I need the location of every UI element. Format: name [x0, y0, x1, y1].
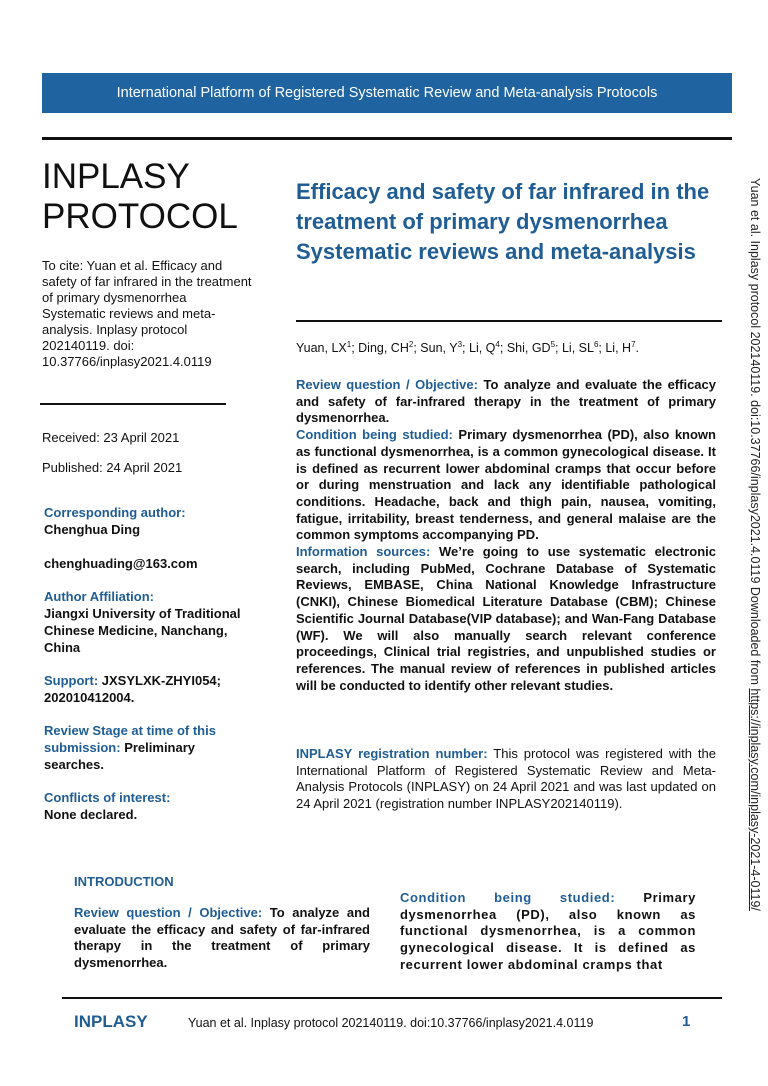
review-text: To analyze and evaluate the efficacy and safety of far-infrared therapy in the treatment of primary dysmenorrhea. [296, 377, 716, 426]
intro-review-question [74, 905, 370, 972]
registration [296, 746, 716, 813]
brand-line-2: PROTOCOL [42, 197, 238, 236]
stage-text: Preliminary searches. [44, 740, 196, 772]
author-email[interactable]: chenghuading@163.com [44, 556, 198, 571]
author-affiliation-number: 5 [550, 340, 556, 349]
information-sources [296, 544, 716, 694]
author: Li, $SL^6$ [561, 340, 599, 356]
stage-label: Review Stage at time of this submission: [44, 723, 216, 755]
page-number: 1 [682, 1013, 691, 1030]
author: Sun, $Y^3$ [420, 340, 463, 356]
introduction-heading: INTRODUCTION [74, 874, 174, 889]
conflicts [44, 789, 244, 823]
footer-brand: INPLASY [74, 1012, 148, 1031]
divider [62, 997, 722, 999]
condition-label: Condition being studied: [296, 427, 453, 443]
article-title: Efficacy and safety of far infrared in the treatment of primary dysmenorrhea Systematic reviews and meta-analysis [296, 179, 710, 264]
intro-review-text: To analyze and evaluate the efficacy and safety of far-infrared therapy in the treatment of primary dysmenorrhea. [74, 905, 370, 971]
affiliation-text: Jiangxi University of Traditional Chinese Medicine, Nanchang, China [44, 606, 241, 655]
margin-download-note [748, 178, 762, 998]
citation: To cite: Yuan et al. Efficacy and safety of far infrared in the treatment of primary dysmenorrhea Systematic reviews and meta-analysis. Inplasy protocol 202140119. doi: 10.37766/inplasy2021.4.0119 [42, 258, 252, 369]
review-stage [44, 722, 244, 773]
author-affiliation [44, 588, 244, 656]
divider [40, 403, 226, 405]
author: Ding, $CH^2$ [358, 340, 414, 356]
brand-heading [42, 157, 238, 237]
review-question [296, 377, 716, 427]
margin-note-text: Yuan et al. Inplasy protocol 202140119. doi:10.37766/inplasy2021.4.0119 Downloaded from [748, 178, 762, 689]
received-date: Received: 23 April 2021 [42, 430, 180, 445]
divider [42, 137, 732, 140]
author-affiliation-number: 4 [495, 340, 500, 349]
author-affiliation-number: 2 [408, 340, 414, 349]
header-banner: International Platform of Registered Systematic Review and Meta-analysis Protocols [42, 73, 732, 113]
support-label: Support: [44, 673, 99, 688]
published-date: Published: 24 April 2021 [42, 460, 183, 475]
corresponding-label: Corresponding author: [44, 505, 186, 520]
condition-text: Primary dysmenorrhea (PD), also known as functional dysmenorrhea, is a common gynecological disease. It is defined as recurrent lower abdominal cramps that occur before or during menstruation and lack any identifiable pathological conditions. Headache, back and thigh pain, nausea, vomiting, fatigue, irritability, breast tenderness, and general malaise are the common symptoms accompanying PD. [296, 427, 716, 543]
corresponding-name: Chenghua Ding [44, 522, 141, 537]
author-affiliation-number: 6 [593, 340, 599, 349]
registration-text: This protocol was registered with the International Platform of Registered Systematic Review and Meta-Analysis Protocols (INPLASY) on 24 April 2021 and was last updated on 24 April 2021 (registration number INPLASY202140119). [296, 746, 717, 812]
divider [296, 320, 722, 322]
review-label: Review question / Objective: [296, 377, 478, 392]
author: Li, $Q^4$ [469, 340, 500, 356]
conflicts-label: Conflicts of interest: [44, 790, 171, 805]
support [44, 672, 244, 706]
brand-line-1: INPLASY [42, 157, 190, 196]
intro-condition-text: Primary dysmenorrhea (PD), also known as functional dysmenorrhea, is a common gynecological disease. It is defined as recurrent lower abdominal cramps that [400, 890, 696, 972]
author-affiliation-number: 3 [457, 340, 463, 349]
author-list: Yuan, $LX^1$; Ding, $CH^2$; Sun, $Y^3$; Li, $Q^4$; Shi, $GD^5$; Li, $SL^6$; Li, $H^7$. [296, 340, 639, 356]
author-affiliation-number: 1 [346, 340, 352, 349]
author: Li, $H^7$ [605, 340, 636, 356]
support-text: JXSYLXK-ZHYI054; 202010412004. [44, 673, 221, 705]
intro-condition-label: Condition being studied: [400, 890, 616, 905]
info-label: Information sources: [296, 544, 431, 560]
intro-condition [400, 890, 696, 974]
condition [296, 427, 716, 544]
author: Shi, $GD^5$ [506, 340, 556, 356]
download-link[interactable]: https://inplasy.com/inplasy-2021-4-0119/ [748, 688, 762, 911]
footer-citation: Yuan et al. Inplasy protocol 202140119. doi:10.37766/inplasy2021.4.0119 [188, 1016, 594, 1030]
author-affiliation-number: 7 [631, 340, 636, 349]
intro-review-label: Review question / Objective: [74, 905, 263, 920]
info-text: We’re going to use systematic electronic search, including PubMed, Cochrane Database of Systematic Reviews, EMBASE, China National Knowledge Infrastructure (CNKI), Chinese Biomedical Literature Database (CBM); Chinese Scientific Journal Database(VIP database); and Wan-Fang Database (WF). We will also manually search relevant conference proceedings, Clinical trial registries, and unpublished studies or references. The manual review of references in published articles will be conducted to identify other relevant studies. [296, 544, 716, 693]
affiliation-label: Author Affiliation: [44, 589, 154, 604]
registration-label: INPLASY registration number: [296, 746, 488, 761]
author: Yuan, $LX^1$ [296, 340, 352, 356]
abstract [296, 377, 716, 694]
conflicts-text: None declared. [44, 807, 138, 822]
corresponding-author [44, 504, 244, 538]
